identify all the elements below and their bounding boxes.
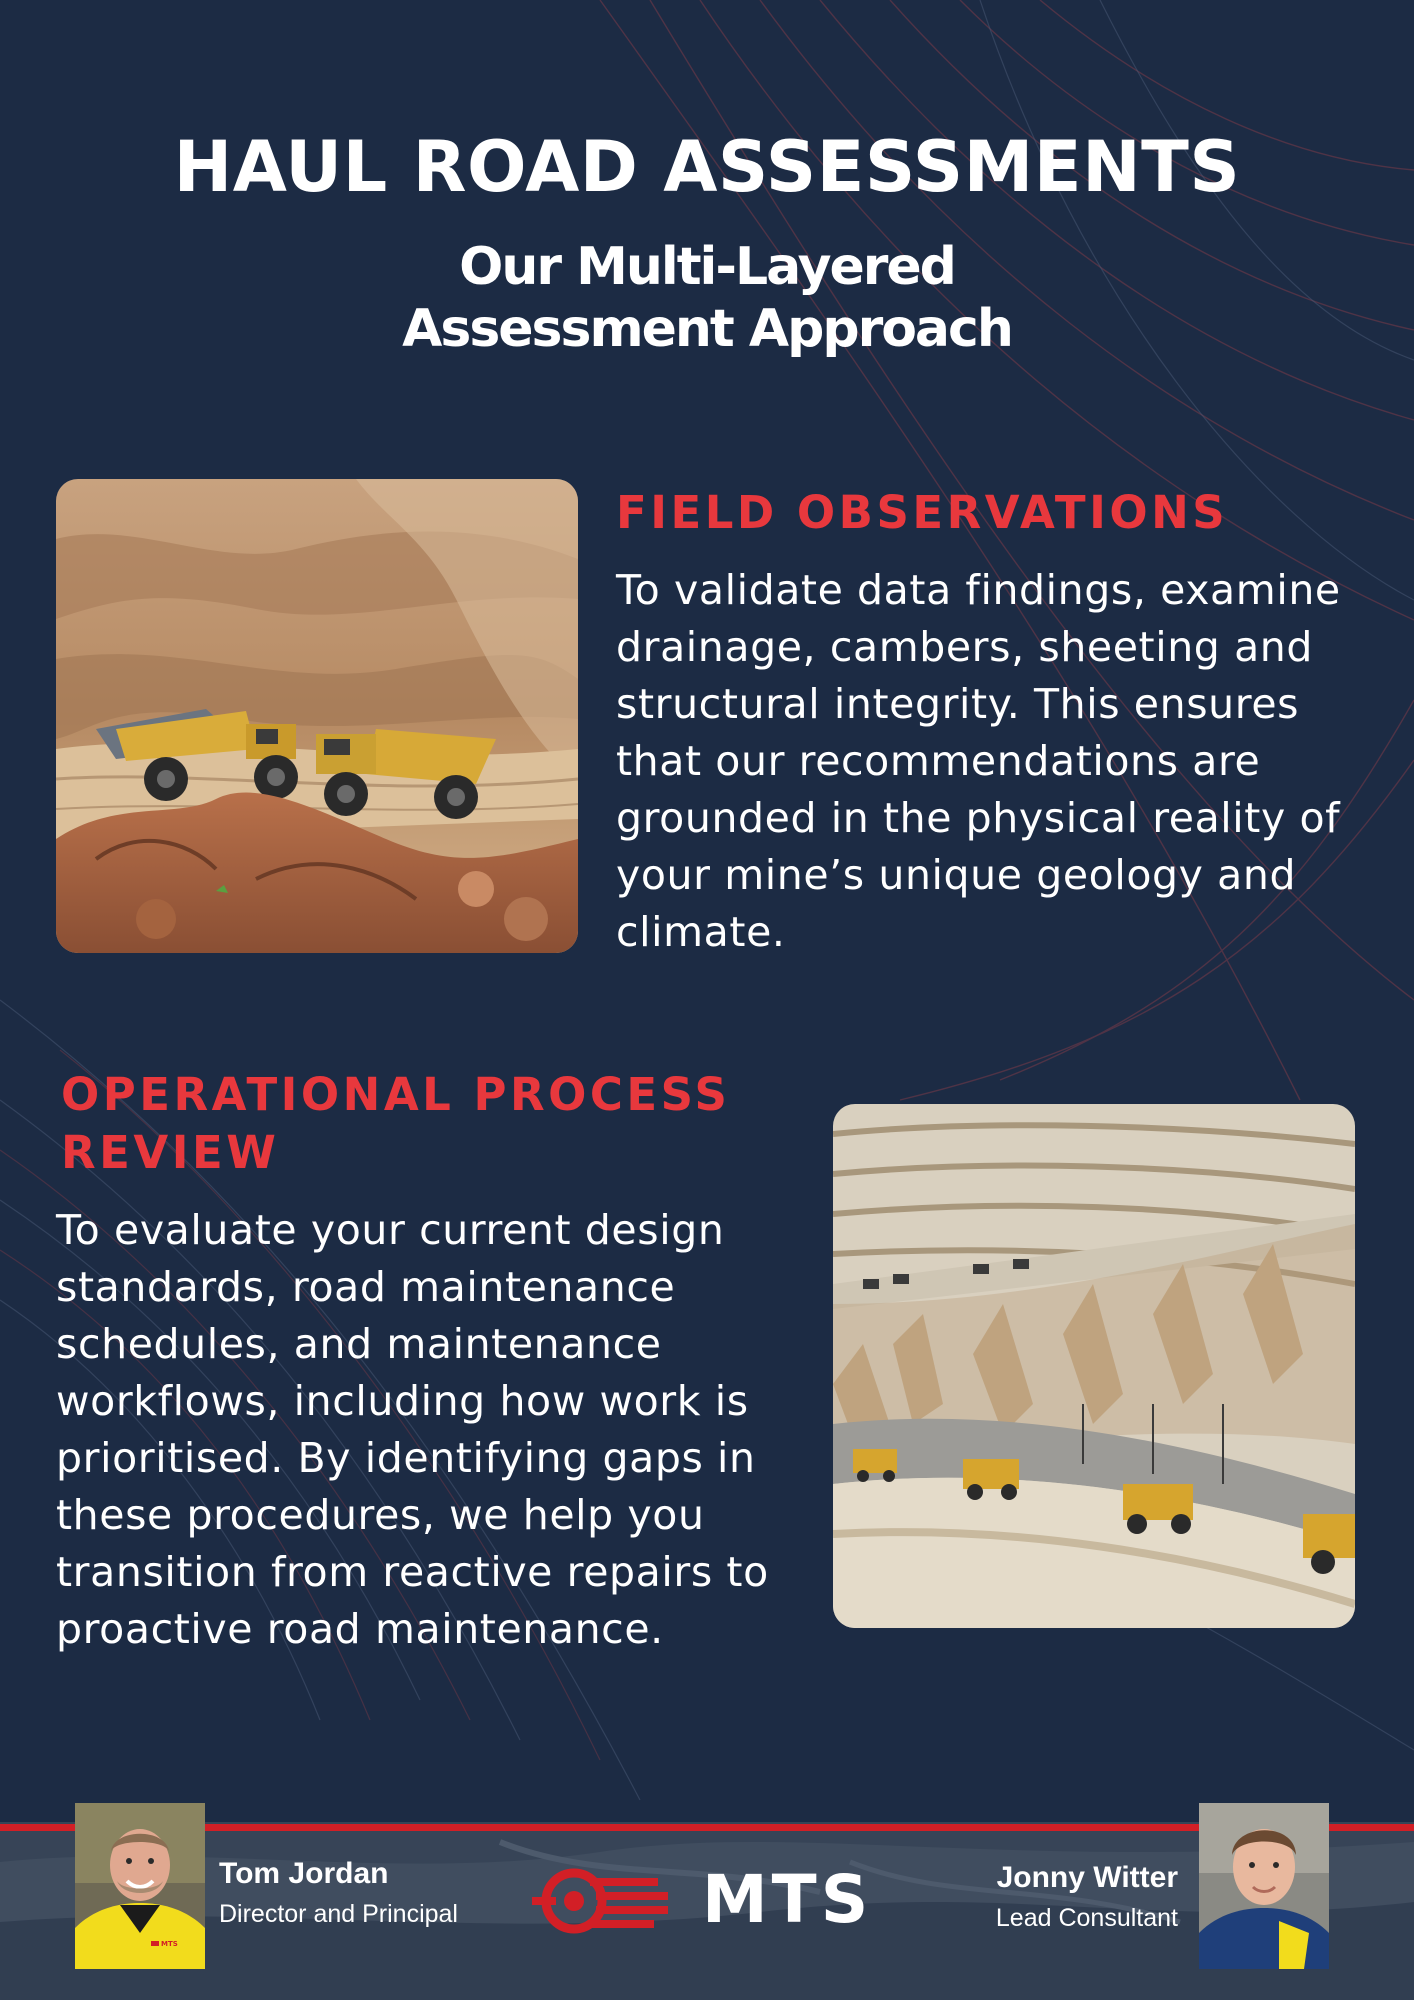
field-observations-heading: FIELD OBSERVATIONS <box>616 486 1229 539</box>
page-title: HAUL ROAD ASSESSMENTS <box>173 126 1241 208</box>
tom-jordan-name: Tom Jordan <box>219 1857 389 1890</box>
jonny-witter-portrait <box>1199 1803 1329 1969</box>
mts-logo-icon <box>532 1866 682 1936</box>
operational-process-review-body: To evaluate your current design standards, road maintenance schedules, and maintenance workflows, including how work is prioritised. By identifying gaps in these procedures, we help you transition from reactive repairs to proactive road maintenance. <box>56 1206 769 1653</box>
jonny-witter-role: Lead Consultant <box>995 1904 1178 1932</box>
tom-jordan-portrait <box>75 1803 205 1969</box>
mts-logo-wordmark: MTS <box>702 1861 873 1938</box>
jonny-witter-name: Jonny Witter <box>996 1861 1178 1894</box>
page-subtitle: Our Multi-Layered Assessment Approach <box>402 237 1012 359</box>
tom-jordan-role: Director and Principal <box>219 1900 458 1928</box>
shirt-logo-text: MTS <box>161 1940 178 1948</box>
operational-process-review-heading: OPERATIONAL PROCESS REVIEW <box>61 1068 731 1179</box>
field-observations-photo <box>56 479 578 953</box>
mts-logo <box>532 1861 892 1938</box>
open-pit-mine-photo <box>833 1104 1355 1628</box>
field-observations-body: To validate data findings, examine drainage, cambers, sheeting and structural integrity. This ensures that our recommendations are grounded in the physical reality of your mine’s unique geology and climate. <box>616 566 1341 956</box>
